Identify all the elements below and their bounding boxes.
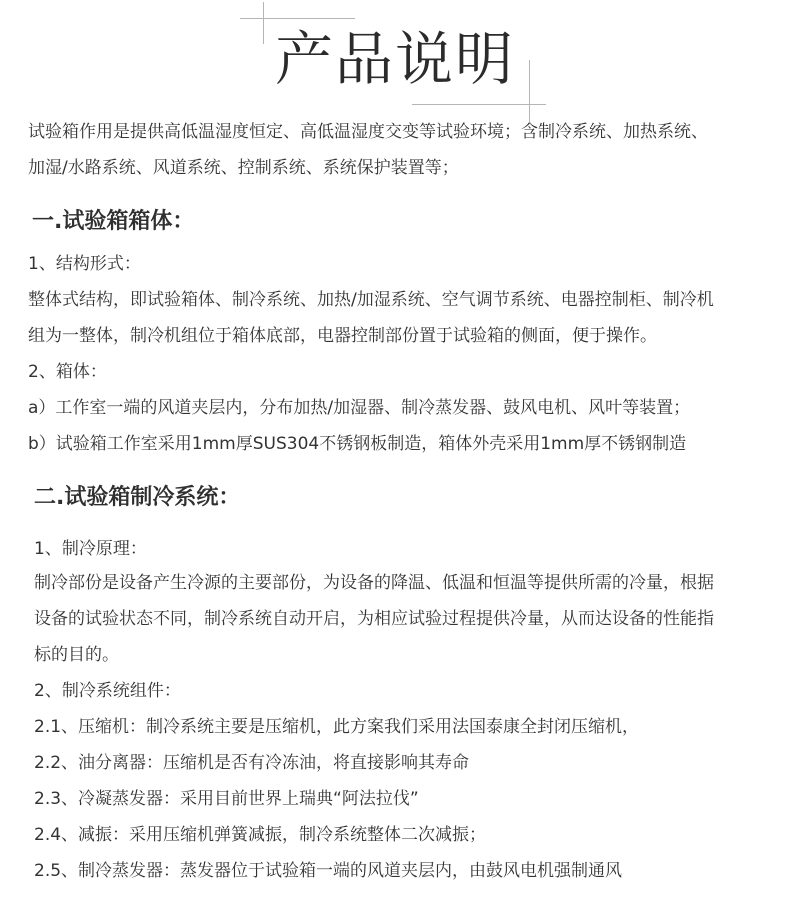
section-1-sub-1-line-1: 整体式结构，即试验箱体、制冷系统、加热/加湿系统、空气调节系统、电器控制柜、制冷机 [28, 290, 714, 310]
section-2-item-2-3: 2.3、冷凝蒸发器：采用目前世界上瑞典“阿法拉伐” [34, 789, 419, 809]
title-block [0, 0, 790, 110]
intro-line-2: 加湿/水路系统、风道系统、控制系统、系统保护装置等； [28, 158, 459, 178]
section-2-sub-1-line-2: 设备的试验状态不同，制冷系统自动开启，为相应试验过程提供冷量，从而达设备的性能指 [34, 609, 714, 629]
decorative-line-top [240, 18, 355, 19]
section-1-item-a: a）工作室一端的风道夹层内，分布加热/加湿器、制冷蒸发器、鼓风电机、风叶等装置； [28, 398, 691, 418]
intro-line-1: 试验箱作用是提供高低温湿度恒定、高低温湿度交变等试验环境；含制冷系统、加热系统、 [28, 122, 708, 142]
section-2-sub-1-title: 1、制冷原理： [34, 539, 147, 559]
section-2-item-2-2: 2.2、油分离器：压缩机是否有冷冻油，将直接影响其寿命 [34, 753, 470, 773]
section-1-heading: 一.试验箱箱体： [32, 209, 195, 234]
section-1-sub-2-title: 2、箱体： [28, 362, 107, 382]
page-title: 产品说明 [274, 25, 515, 93]
decorative-line-bottom [412, 104, 546, 105]
section-2-item-2-4: 2.4、减振：采用压缩机弹簧减振，制冷系统整体二次减振； [34, 825, 487, 845]
section-2-item-2-1: 2.1、压缩机：制冷系统主要是压缩机，此方案我们采用法国泰康全封闭压缩机， [34, 717, 640, 737]
section-1-sub-1-title: 1、结构形式： [28, 254, 141, 274]
section-2-sub-1-line-1: 制冷部份是设备产生冷源的主要部份，为设备的降温、低温和恒温等提供所需的冷量，根据 [34, 573, 714, 593]
section-1-sub-1-line-2: 组为一整体，制冷机组位于箱体底部，电器控制部份置于试验箱的侧面，便于操作。 [28, 326, 657, 346]
section-2-item-2-5: 2.5、制冷蒸发器：蒸发器位于试验箱一端的风道夹层内，由鼓风电机强制通风 [34, 861, 623, 881]
section-1-item-b: b）试验箱工作室采用1mm厚SUS304不锈钢板制造，箱体外壳采用1mm厚不锈钢制造 [28, 434, 687, 454]
section-2-heading: 二.试验箱制冷系统： [34, 485, 241, 510]
section-2-sub-1-line-3: 标的目的。 [34, 645, 119, 665]
section-2-sub-2-title: 2、制冷系统组件： [34, 681, 181, 701]
